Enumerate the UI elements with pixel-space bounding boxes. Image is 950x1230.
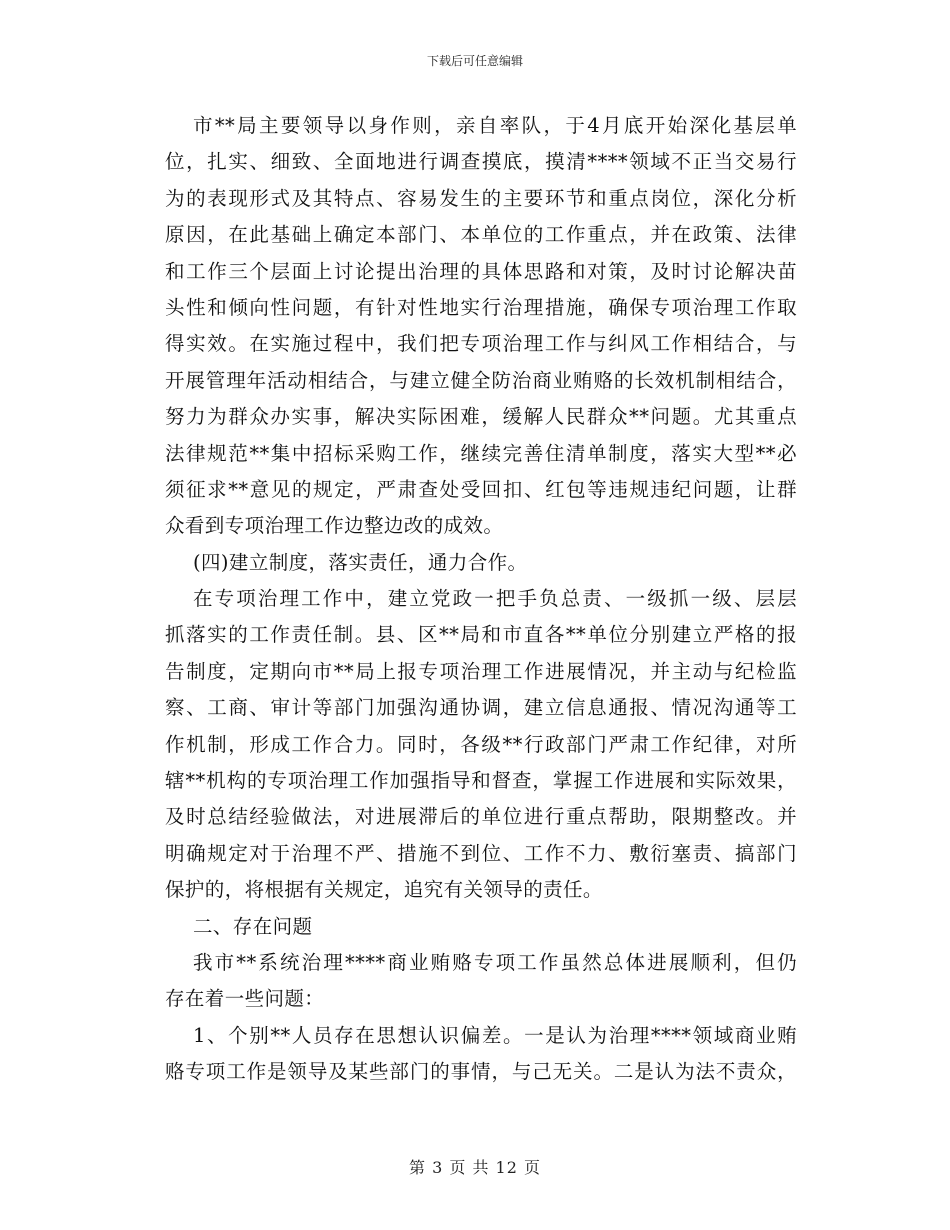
text-line: 保护的，将根据有关规定，追究有关领导的责任。 <box>165 878 603 902</box>
text-line: 告制度，定期向市**局上报专项治理工作进展情况，并主动与纪检监 <box>165 659 797 683</box>
page-footer: 第 3 页 共 12 页 <box>409 1158 541 1177</box>
text-line: 存在着一些问题： <box>165 987 325 1011</box>
text-line: 市**局主要领导以身作则，亲自率队，于4月底开始深化基层单 <box>193 114 797 137</box>
text-line: 在专项治理工作中，建立党政一把手负总责、一级抓一级、层层 <box>193 587 797 611</box>
section-heading: (四)建立制度，落实责任，通力合作。 <box>193 550 528 574</box>
text-line: 辖**机构的专项治理工作加强指导和督查，掌握工作进展和实际效果， <box>165 769 797 793</box>
text-line: 得实效。在实施过程中，我们把专项治理工作与纠风工作相结合，与 <box>165 332 797 356</box>
text-line: 和工作三个层面上讨论提出治理的具体思路和对策，及时讨论解决苗 <box>165 259 797 283</box>
text-line: 察、工商、审计等部门加强沟通协调，建立信息通报、情况沟通等工 <box>165 696 797 720</box>
text-line: 及时总结经验做法，对进展滞后的单位进行重点帮助，限期整改。并 <box>165 805 797 829</box>
text-line: 作机制，形成工作合力。同时，各级**行政部门严肃工作纪律，对所 <box>165 732 797 756</box>
text-line: 为的表现形式及其特点、容易发生的主要环节和重点岗位，深化分析 <box>165 186 797 210</box>
text-line: 原因，在此基础上确定本部门、本单位的工作重点，并在政策、法律 <box>165 223 797 247</box>
text-line: 明确规定对于治理不严、措施不到位、工作不力、敷衍塞责、搞部门 <box>165 841 797 865</box>
text-line: 抓落实的工作责任制。县、区**局和市直各**单位分别建立严格的报 <box>165 623 797 647</box>
text-line: 须征求**意见的规定，严肃查处受回扣、红包等违规违纪问题，让群 <box>165 477 797 501</box>
text-line: 头性和倾向性问题，有针对性地实行治理措施，确保专项治理工作取 <box>165 295 797 319</box>
text-line: 众看到专项治理工作边整边改的成效。 <box>165 514 504 538</box>
section-heading: 二、存在问题 <box>193 914 313 938</box>
page-header: 下载后可任意编辑 <box>426 54 523 68</box>
text-line: 法律规范**集中招标采购工作，继续完善住清单制度，落实大型**必 <box>165 441 797 465</box>
text-line: 赂专项工作是领导及某些部门的事情，与己无关。二是认为法不责众， <box>165 1060 797 1084</box>
document-body <box>165 108 797 1091</box>
text-line: 1、个别**人员存在思想认识偏差。一是认为治理****领域商业贿 <box>193 1023 797 1047</box>
text-line: 位，扎实、细致、全面地进行调查摸底，摸清****领域不正当交易行 <box>165 150 797 174</box>
text-line: 开展管理年活动相结合，与建立健全防治商业贿赂的长效机制相结合， <box>165 368 797 392</box>
text-line: 我市**系统治理****商业贿赂专项工作虽然总体进展顺利，但仍 <box>193 950 797 974</box>
text-line: 努力为群众办实事，解决实际困难，缓解人民群众**问题。尤其重点 <box>165 405 797 429</box>
